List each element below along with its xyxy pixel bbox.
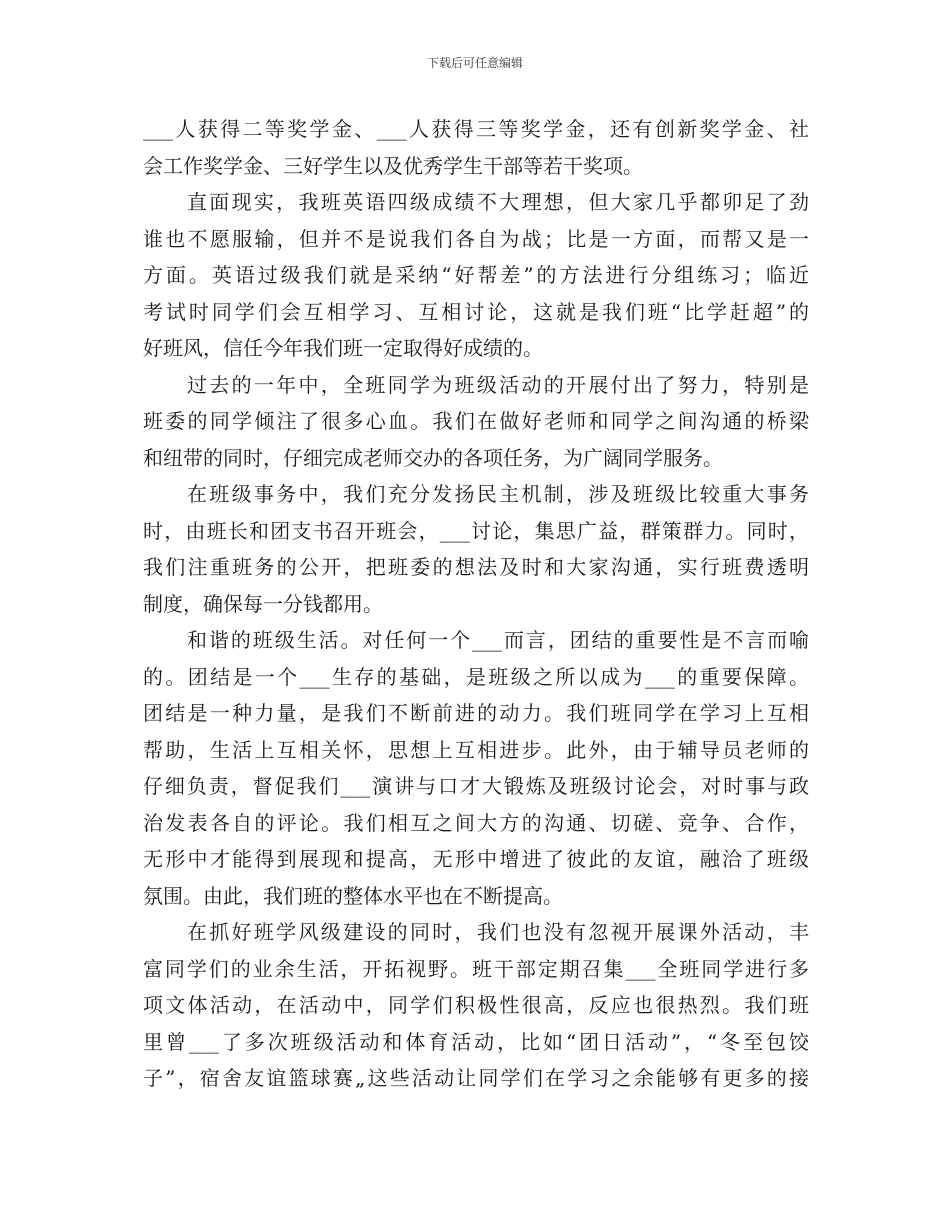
text-line: 制度，确保每一分钱都用。 [143, 591, 383, 616]
text-line: 项文体活动，在活动中，同学们积极性很高，反应也很热烈。我们班 [143, 993, 809, 1017]
text-line: 帮助，生活上互相关怀，思想上互相进步。此外，由于辅导员老师的 [143, 737, 809, 762]
text-line: 会工作奖学金、三好学生以及优秀学生干部等若干奖项。 [143, 153, 643, 178]
text-line: 无形中才能得到展现和提高，无形中增进了彼此的友谊，融洽了班级 [143, 847, 809, 871]
text-line: 考试时同学们会互相学习、互相讨论，这就是我们班“比学赶超”的 [143, 299, 809, 324]
text-line: 谁也不愿服输，但并不是说我们各自为战；比是一方面，而帮又是一 [143, 226, 809, 251]
text-line: 子”，宿舍友谊篮球赛„这些活动让同学们在学习之余能够有更多的接 [143, 1066, 809, 1090]
text-line: 我们注重班务的公开，把班委的想法及时和大家沟通，实行班费透明 [143, 555, 809, 579]
text-line: ___人获得二等奖学金、___人获得三等奖学金，还有创新奖学金、社 [143, 117, 809, 141]
text-line: 过去的一年中，全班同学为班级活动的开展付出了努力，特别是 [187, 372, 809, 397]
text-line: 和纽带的同时，仔细完成老师交办的各项任务，为广阔同学服务。 [143, 445, 723, 470]
text-line: 在抓好班学风级建设的同时，我们也没有忽视开展课外活动，丰 [187, 920, 809, 944]
page-header: 下载后可任意编辑 [426, 56, 523, 70]
text-line: 富同学们的业余生活，开拓视野。班干部定期召集___全班同学进行多 [143, 956, 809, 981]
text-line: 氛围。由此，我们班的整体水平也在不断提高。 [143, 883, 563, 908]
text-line: 在班级事务中，我们充分发扬民主机制，涉及班级比较重大事务 [187, 482, 809, 506]
text-line: 班委的同学倾注了很多心血。我们在做好老师和同学之间沟通的桥梁 [143, 409, 809, 433]
text-line: 里曾___了多次班级活动和体育活动，比如“团日活动”，“冬至包饺 [143, 1029, 809, 1054]
text-line: 直面现实，我班英语四级成绩不大理想，但大家几乎都卯足了劲 [187, 190, 809, 214]
text-line: 和谐的班级生活。对任何一个___而言，团结的重要性是不言而喻 [187, 628, 809, 652]
text-line: 治发表各自的评论。我们相互之间大方的沟通、切磋、竞争、合作， [143, 810, 809, 835]
text-line: 的。团结是一个___生存的基础，是班级之所以成为___的重要保障。 [143, 664, 809, 689]
text-line: 好班风，信任今年我们班一定取得好成绩的。 [143, 336, 543, 360]
text-line: 仔细负责，督促我们___演讲与口才大锻炼及班级讨论会，对时事与政 [143, 774, 809, 798]
text-line: 团结是一种力量，是我们不断前进的动力。我们班同学在学习上互相 [143, 701, 809, 725]
text-line: 方面。英语过级我们就是采纳“好帮差”的方法进行分组练习；临近 [143, 263, 809, 287]
text-line: 时，由班长和团支书召开班会，___讨论，集思广益，群策群力。同时， [143, 518, 809, 543]
document-body [143, 111, 809, 1097]
